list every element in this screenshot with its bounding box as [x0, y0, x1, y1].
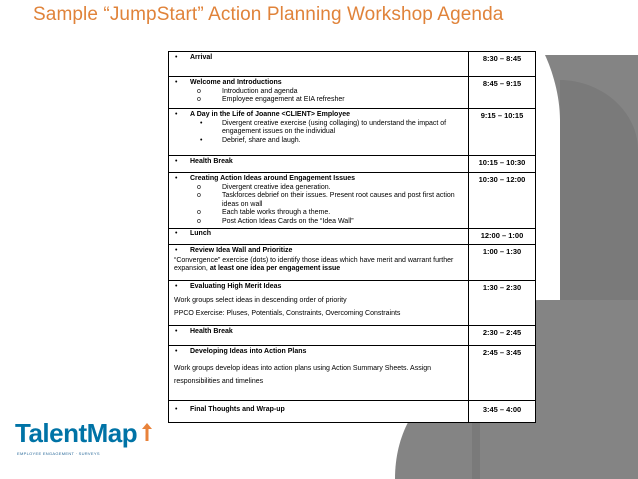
time-cell: [469, 173, 536, 229]
activity-title: A Day in the Life of Joanne <CLIENT> Employee: [190, 111, 350, 118]
list-item: o Taskforces debrief on their issues. Present root causes and post first action ideas on wall: [197, 192, 455, 208]
time-cell: [469, 229, 536, 245]
activity-cell: [169, 326, 469, 346]
time-cell: [469, 326, 536, 346]
agenda-table: [168, 51, 536, 423]
logo-tagline: EMPLOYEE ENGAGEMENT · SURVEYS: [17, 451, 100, 456]
time-slot: 2:45 – 3:45: [482, 348, 522, 357]
table-row: [169, 77, 536, 109]
bullet-icon: •: [175, 111, 178, 118]
bullet-icon: •: [175, 283, 178, 290]
list-item: o Employee engagement at EIA refresher: [197, 96, 345, 103]
activity-title: Lunch: [190, 230, 211, 237]
time-slot: 12:00 – 1:00: [480, 231, 524, 240]
time-slot: 8:30 – 8:45: [482, 54, 522, 63]
list-item: o Divergent creative idea generation.: [197, 183, 331, 191]
bullet-icon: •: [175, 158, 178, 165]
time-slot: 1:30 – 2:30: [482, 283, 522, 292]
list-item: o Post Action Ideas Cards on the “Idea Wall”: [197, 217, 354, 225]
bullet-icon: •: [175, 406, 178, 413]
activity-note: Work groups develop ideas into action plans using Action Summary Sheets. Assign responsibilities and timelines: [174, 364, 432, 385]
activity-cell: [169, 156, 469, 173]
activity-title: Health Break: [190, 328, 233, 335]
activity-cell: [169, 77, 469, 109]
time-cell: [469, 156, 536, 173]
time-cell: [469, 245, 536, 281]
activity-cell: [169, 52, 469, 77]
time-cell: [469, 346, 536, 401]
list-item: • Divergent creative exercise (using collaging) to understand the impact of engagement issues on the individual: [200, 119, 447, 135]
activity-cell: [169, 401, 469, 423]
activity-note: PPCO Exercise: Pluses, Potentials, Constraints, Overcoming Constraints: [174, 310, 401, 317]
bullet-icon: •: [175, 54, 178, 61]
circle-bullet-icon: o: [197, 87, 201, 95]
circle-bullet-icon: o: [197, 209, 201, 216]
table-row: [169, 346, 536, 401]
activity-cell: [169, 229, 469, 245]
time-cell: [469, 281, 536, 326]
list-item: o Introduction and agenda: [197, 87, 298, 95]
activity-title: Health Break: [190, 158, 233, 165]
grey-top-shape: [545, 55, 638, 300]
time-cell: [469, 109, 536, 156]
time-slot: 8:45 – 9:15: [482, 79, 522, 88]
time-slot: 9:15 – 10:15: [480, 111, 524, 120]
activity-title: Welcome and Introductions: [190, 79, 282, 86]
bullet-icon: •: [175, 328, 178, 335]
activity-title: Evaluating High Merit Ideas: [190, 283, 282, 290]
activity-cell: [169, 173, 469, 229]
bullet-icon: •: [175, 79, 178, 86]
page-title: Sample “JumpStart” Action Planning Workshop Agenda: [33, 4, 504, 25]
circle-bullet-icon: o: [197, 183, 201, 191]
time-cell: [469, 77, 536, 109]
activity-title: Final Thoughts and Wrap-up: [190, 406, 285, 413]
list-item: o Each table works through a theme.: [197, 209, 331, 216]
up-arrow-icon: [141, 422, 153, 442]
activity-note: “Convergence” exercise (dots) to identify those ideas which have merit and warrant further expansion, at least one idea per engagement issue: [174, 256, 454, 272]
table-row: [169, 52, 536, 77]
circle-bullet-icon: o: [197, 217, 201, 225]
activity-title: Developing Ideas into Action Plans: [190, 348, 307, 355]
activity-cell: [169, 109, 469, 156]
bullet-icon: •: [175, 348, 178, 355]
activity-cell: [169, 346, 469, 401]
circle-bullet-icon: o: [197, 192, 201, 199]
table-row: [169, 401, 536, 423]
time-slot: 2:30 – 2:45: [482, 328, 522, 337]
activity-note: Work groups select ideas in descending order of priority: [174, 296, 347, 304]
list-item: • Debrief, share and laugh.: [200, 136, 301, 144]
bullet-icon: •: [200, 136, 203, 144]
time-cell: [469, 52, 536, 77]
activity-title: Arrival: [190, 54, 213, 61]
logo-wordmark: TalentMap: [15, 418, 138, 448]
circle-bullet-icon: o: [197, 96, 201, 103]
table-row: [169, 245, 536, 281]
table-row: [169, 156, 536, 173]
time-slot: 3:45 – 4:00: [482, 405, 522, 414]
table-row: [169, 109, 536, 156]
bullet-icon: •: [200, 119, 203, 127]
activity-title: Review Idea Wall and Prioritize: [190, 247, 293, 254]
table-row: [169, 229, 536, 245]
bullet-icon: •: [175, 230, 178, 237]
bullet-icon: •: [175, 175, 178, 182]
activity-title: Creating Action Ideas around Engagement Issues: [190, 175, 356, 182]
activity-cell: [169, 281, 469, 326]
bullet-icon: •: [175, 247, 178, 254]
time-cell: [469, 401, 536, 423]
table-row: [169, 173, 536, 229]
time-slot: 1:00 – 1:30: [482, 247, 522, 256]
talentmap-logo: [15, 418, 138, 456]
table-row: [169, 326, 536, 346]
activity-cell: [169, 245, 469, 281]
time-slot: 10:15 – 10:30: [478, 158, 526, 167]
time-slot: 10:30 – 12:00: [478, 175, 526, 184]
table-row: [169, 281, 536, 326]
